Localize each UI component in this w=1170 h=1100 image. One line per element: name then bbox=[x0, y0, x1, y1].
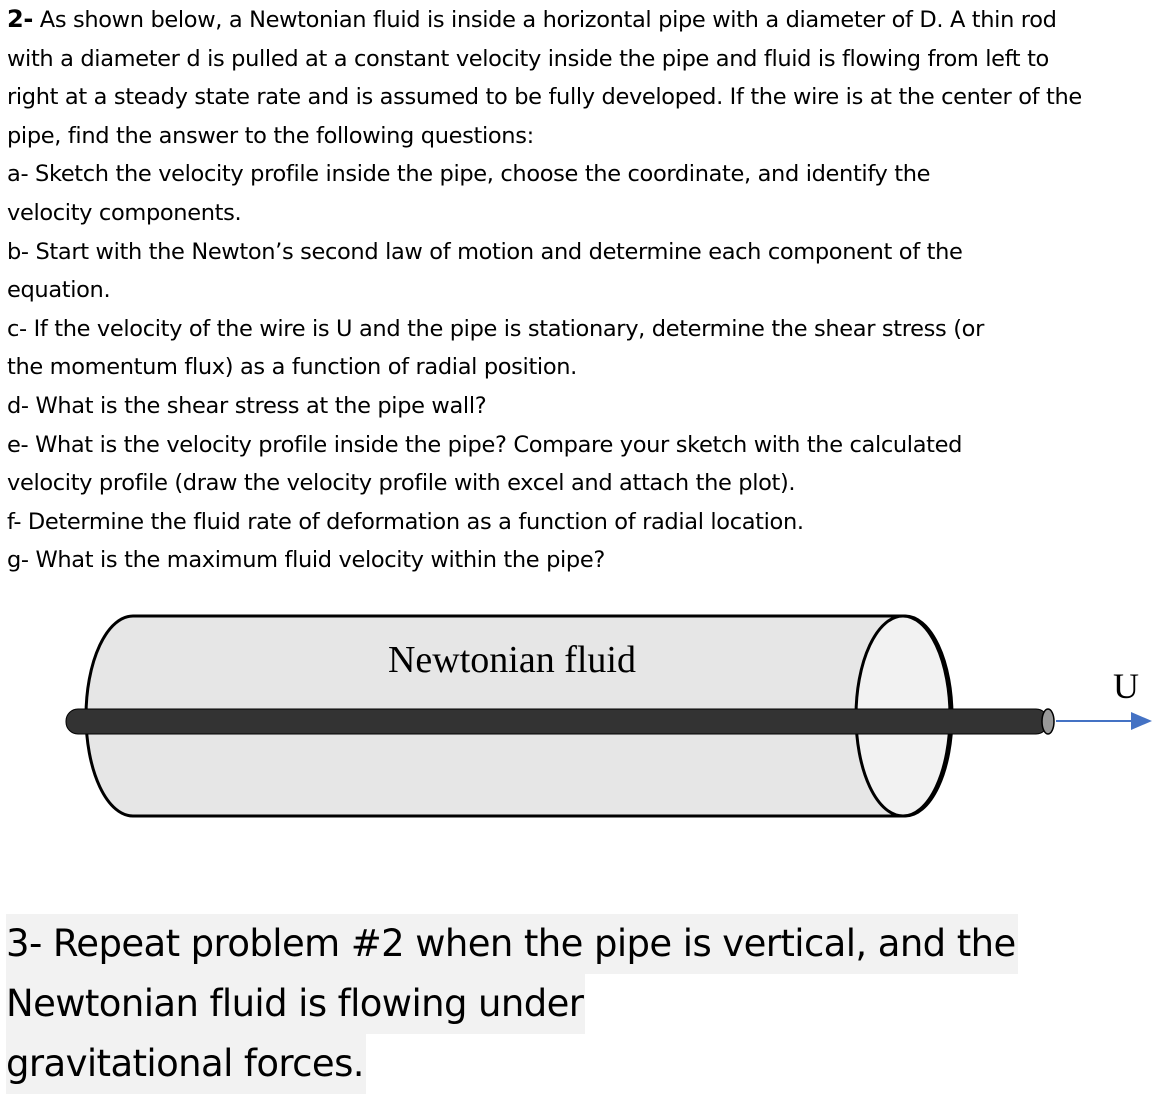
problem-2-line-3: right at a steady state rate and is assumed to be fully developed. If the wire is at the center of the bbox=[7, 84, 1082, 111]
question-e-line-1: e- What is the velocity profile inside the pipe? Compare your sketch with the calculated bbox=[7, 431, 963, 458]
question-a-line-2: velocity components. bbox=[7, 199, 242, 226]
problem-2-number: 2- bbox=[7, 5, 33, 33]
question-b-line-2: equation. bbox=[7, 277, 111, 304]
question-f: f- Determine the fluid rate of deformation as a function of radial location. bbox=[7, 508, 804, 535]
problem-2 bbox=[7, 0, 1167, 580]
question-c-line-1: c- If the velocity of the wire is U and the pipe is stationary, determine the shear stress (or bbox=[7, 315, 984, 342]
question-c-line-2: the momentum flux) as a function of radial position. bbox=[7, 354, 577, 381]
pipe-diagram bbox=[0, 600, 1170, 830]
question-d: d- What is the shear stress at the pipe wall? bbox=[7, 392, 487, 419]
problem-3-line-2: Newtonian fluid is flowing under bbox=[6, 974, 585, 1034]
problem-3-line-3: gravitational forces. bbox=[6, 1034, 366, 1094]
problem-3-line-1: 3- Repeat problem #2 when the pipe is vertical, and the bbox=[6, 914, 1018, 974]
question-b-line-1: b- Start with the Newton’s second law of motion and determine each component of the bbox=[7, 238, 963, 265]
rod bbox=[66, 709, 1048, 734]
rod-end bbox=[1042, 709, 1054, 734]
fluid-label: Newtonian fluid bbox=[387, 639, 637, 681]
problem-2-line-1 bbox=[7, 0, 1167, 40]
problem-2-line-2: with a diameter d is pulled at a constant velocity inside the pipe and fluid is flowing from left to bbox=[7, 45, 1049, 72]
question-e-line-2: velocity profile (draw the velocity profile with excel and attach the plot). bbox=[7, 470, 796, 497]
problem-2-line-4: pipe, find the answer to the following questions: bbox=[7, 122, 534, 149]
velocity-arrow-head bbox=[1131, 712, 1152, 730]
problem-2-text: As shown below, a Newtonian fluid is inside a horizontal pipe with a diameter of D. A thin rod bbox=[32, 7, 1057, 33]
question-a-line-1: a- Sketch the velocity profile inside the pipe, choose the coordinate, and identify the bbox=[7, 161, 931, 188]
problem-3 bbox=[6, 914, 1018, 1094]
velocity-label: U bbox=[1113, 666, 1139, 706]
question-g: g- What is the maximum fluid velocity within the pipe? bbox=[7, 547, 605, 574]
